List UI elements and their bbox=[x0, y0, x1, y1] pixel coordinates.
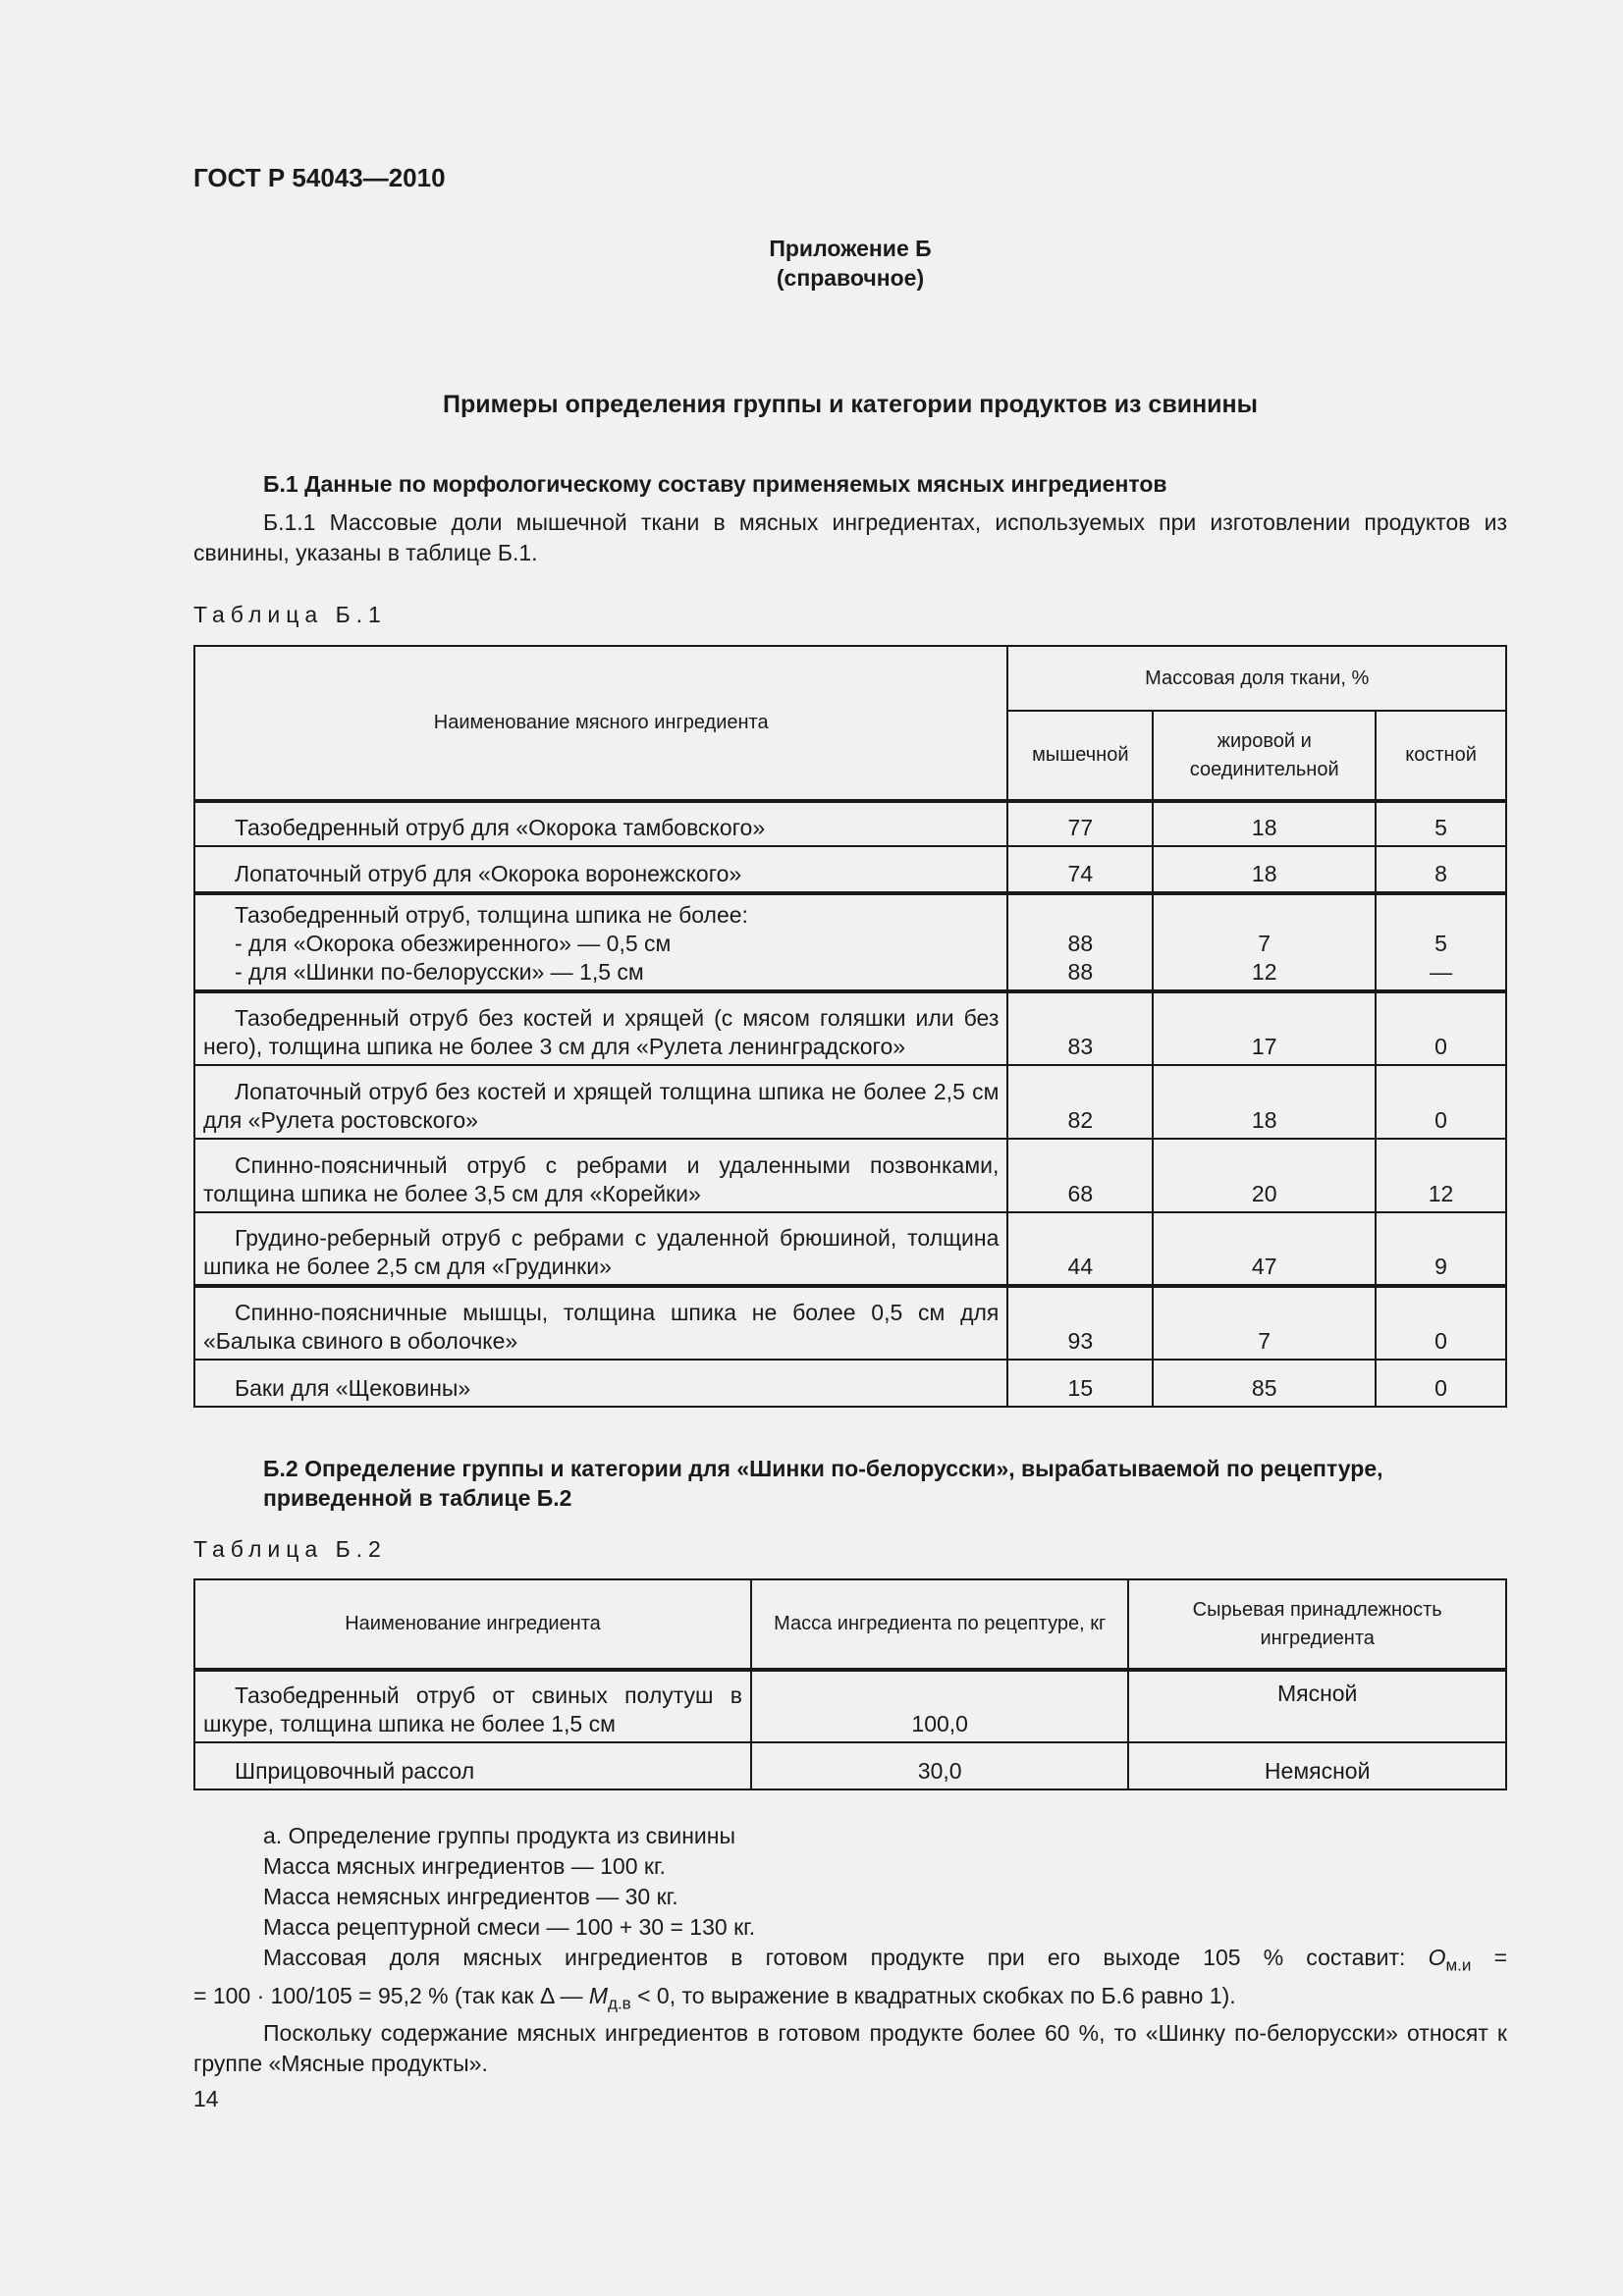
annex-type: (справочное) bbox=[776, 265, 925, 291]
calculation-text: а. Определение группы продукта из свинины Масса мясных ингредиентов — 100 кг. Масса немясных ингредиентов — 30 кг. Масса рецептурной смеси — 100 + 30 = 130 кг. Массовая доля мясных ингредиентов в готовом продукте при его выходе 105 % составит: $O_{м.и}$ = = 100 · 100/105 = 95,2 % (так как Δ — $M_{д.в} < 0$, то выражение в квадратных скобках по Б.6 равно 1). Поскольку содержание мясных ингредиентов в готовом продукте более 60 %, то «Шинку по-белорусски» относят к группе «Мясные продукты». bbox=[193, 1823, 1508, 2077]
t2-head-type: Сырьевая принадлежность ингредиента bbox=[1128, 1579, 1506, 1670]
table-row: Лопаточный отруб без костей и хрящей толщина шпика не более 2,5 см для «Рулета ростовского» 82 18 0 bbox=[194, 1065, 1506, 1139]
t2-head-mass: Масса ингредиента по рецептуре, кг bbox=[751, 1579, 1128, 1670]
b1-paragraph-text: Б.1.1 Массовые доли мышечной ткани в мясных ингредиентах, используемых при изготовлении продуктов из свинины, указаны в таблице Б.1. bbox=[193, 509, 1507, 565]
table-b2 bbox=[193, 1578, 1507, 1790]
table-row: Тазобедренный отруб от свиных полутуш в шкуре, толщина шпика не более 1,5 см 100,0 Мясной bbox=[194, 1670, 1506, 1742]
annex-heading bbox=[0, 234, 1623, 293]
t1-head-fat: жировой и соединительной bbox=[1153, 711, 1376, 801]
table-row: Тазобедренный отруб для «Окорока тамбовского» 77 18 5 bbox=[194, 801, 1506, 846]
t1-head-muscle: мышечной bbox=[1007, 711, 1153, 801]
page-number: 14 bbox=[193, 2086, 219, 2111]
table-b1 bbox=[193, 645, 1507, 1408]
table-row: Баки для «Щековины» 15 85 0 bbox=[194, 1360, 1506, 1407]
table-row: Тазобедренный отруб без костей и хрящей (с мясом голяшки или без него), толщина шпика не более 3 см для «Рулета ленинградского» 83 17 0 bbox=[194, 991, 1506, 1065]
table-b1-caption: Таблица Б.1 bbox=[193, 602, 387, 627]
t1-head-name: Наименование мясного ингредиента bbox=[194, 646, 1007, 801]
t1-head-group: Массовая доля ткани, % bbox=[1007, 646, 1506, 711]
section-b1-heading: Б.1 Данные по морфологическому составу применяемых мясных ингредиентов bbox=[263, 471, 1167, 497]
t1-head-bone: костной bbox=[1376, 711, 1506, 801]
page-title: Примеры определения группы и категории продуктов из свинины bbox=[443, 391, 1258, 418]
table-row: Спинно-поясничные мышцы, толщина шпика не более 0,5 см для «Балыка свиного в оболочке» 93 7 0 bbox=[194, 1286, 1506, 1360]
t2-head-name: Наименование ингредиента bbox=[194, 1579, 751, 1670]
table-row: Лопаточный отруб для «Окорока воронежского» 74 18 8 bbox=[194, 846, 1506, 893]
table-row: Грудино-реберный отруб с ребрами с удаленной брюшиной, толщина шпика не более 2,5 см для «Грудинки» 44 47 9 bbox=[194, 1212, 1506, 1286]
section-b2-heading: Б.2 Определение группы и категории для «Шинки по-белорусски», вырабатываемой по рецептуре, приведенной в таблице Б.2 bbox=[263, 1456, 1383, 1511]
standard-header: ГОСТ Р 54043—2010 bbox=[193, 163, 446, 192]
section-b1-paragraph bbox=[193, 507, 1507, 568]
table-row: Тазобедренный отруб, толщина шпика не более: - для «Окорока обезжиренного» — 0,5 см - для «Шинки по-белорусски» — 1,5 см 88 88 7 12 5 — bbox=[194, 893, 1506, 991]
table-b2-caption: Таблица Б.2 bbox=[193, 1536, 387, 1562]
table-row: Шприцовочный рассол 30,0 Немясной bbox=[194, 1742, 1506, 1789]
annex-label: Приложение Б bbox=[769, 236, 932, 261]
table-row: Спинно-поясничный отруб с ребрами и удаленными позвонками, толщина шпика не более 3,5 см для «Корейки» 68 20 12 bbox=[194, 1139, 1506, 1212]
